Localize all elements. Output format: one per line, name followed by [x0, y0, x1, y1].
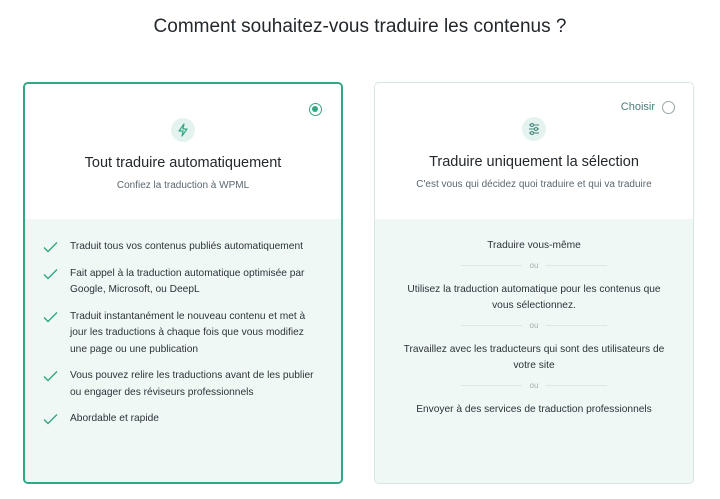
separator-line [461, 325, 522, 326]
feature-text: Fait appel à la traduction automatique optimisée par Google, Microsoft, ou DeepL [70, 267, 305, 295]
feature-list [43, 239, 323, 438]
option-item: Envoyer à des services de traduction professionnels [416, 403, 652, 415]
separator-line [546, 265, 607, 266]
sliders-icon [522, 117, 546, 141]
or-text: ou [529, 261, 539, 270]
separator-line [461, 265, 522, 266]
check-icon [43, 241, 58, 253]
select-translate-card[interactable] [374, 82, 694, 484]
or-text: ou [529, 321, 539, 330]
option-list [393, 238, 675, 418]
or-separator [461, 379, 607, 393]
feature-text: Abordable et rapide [70, 413, 159, 424]
lightning-icon [171, 118, 195, 142]
or-separator [461, 319, 607, 333]
separator-line [546, 325, 607, 326]
option-item: Traduire vous-même [487, 240, 581, 251]
feature-text: Traduit tous vos contenus publiés automatiquement [70, 241, 303, 252]
auto-card-body [25, 219, 341, 482]
select-card-header [375, 83, 693, 219]
check-icon [43, 370, 58, 382]
page-title: Comment souhaitez-vous traduire les contenus ? [153, 16, 567, 37]
check-icon [43, 413, 58, 425]
auto-card-radio[interactable] [309, 103, 322, 116]
select-card-title: Traduire uniquement la sélection [429, 154, 639, 170]
separator-line [546, 385, 607, 386]
or-text: ou [529, 381, 539, 390]
feature-text: Traduit instantanément le nouveau contenu et met à jour les traductions à chaque fois que vous modifiez une page ou une publication [70, 310, 306, 355]
feature-item [43, 368, 323, 401]
select-card-body [375, 219, 693, 483]
feature-item [43, 309, 323, 359]
feature-item [43, 239, 323, 256]
check-icon [43, 268, 58, 280]
select-card-subtitle: C'est vous qui décidez quoi traduire et qui va traduire [416, 179, 652, 190]
auto-card-title: Tout traduire automatiquement [84, 155, 282, 171]
auto-translate-card[interactable] [23, 82, 343, 484]
separator-line [461, 385, 522, 386]
option-item: Utilisez la traduction automatique pour les contenus que vous sélectionnez. [407, 283, 661, 311]
check-icon [43, 311, 58, 323]
feature-text: Vous pouvez relire les traductions avant de les publier ou engager des réviseurs professionnels [70, 370, 314, 398]
select-card-radio[interactable] [662, 101, 675, 114]
or-separator [461, 259, 607, 273]
auto-card-header [25, 84, 341, 219]
option-item: Travaillez avec les traducteurs qui sont des utilisateurs de votre site [403, 343, 665, 371]
feature-item [43, 266, 323, 299]
feature-item [43, 411, 323, 428]
auto-card-subtitle: Confiez la traduction à WPML [116, 180, 250, 191]
choose-label[interactable]: Choisir [620, 101, 655, 113]
